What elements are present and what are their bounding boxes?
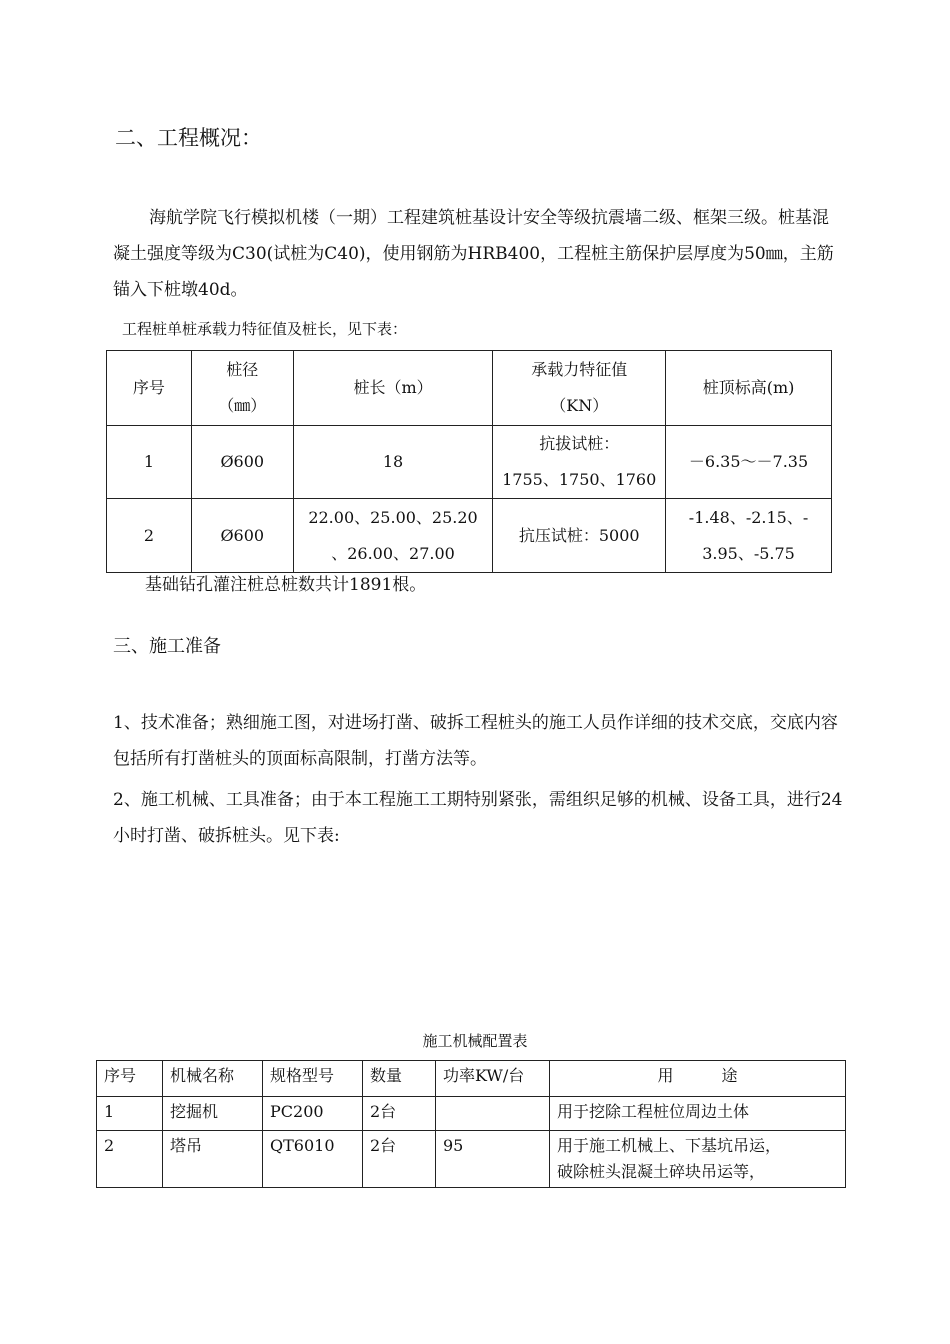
header-cell: 机械名称 [163,1061,263,1097]
header-cell: 用 途 [550,1061,846,1097]
table-cell: 1 [97,1097,163,1131]
header-cell: 序号 [107,351,192,426]
header-cell: 规格型号 [263,1061,363,1097]
pile-table [106,350,832,573]
table-cell: 1 [107,426,192,499]
header-cell: 桩径 （㎜） [191,351,293,426]
header-cell: 数量 [363,1061,436,1097]
header-cell: 序号 [97,1061,163,1097]
table-cell: 抗压试桩：5000 [493,499,666,573]
table-cell: 18 [293,426,493,499]
section-heading: 三、施工准备 [113,636,221,657]
machinery-prep-paragraph: 2、施工机械、工具准备；由于本工程施工工期特别紧张，需组织足够的机械、设备工具，进行24小时打凿、破拆桩头。见下表: [113,790,843,846]
table-cell: －6.35～－7.35 [666,426,832,499]
pile-table-caption: 工程桩单桩承载力特征值及桩长，见下表： [122,320,408,338]
table-cell: QT6010 [263,1131,363,1188]
table-cell: Ø600 [191,426,293,499]
table-cell [436,1097,550,1131]
table-row [97,1131,846,1188]
table-cell: 用于挖除工程桩位周边土体 [550,1097,846,1131]
table-cell: 2台 [363,1131,436,1188]
table-cell: 挖掘机 [163,1097,263,1131]
table-cell: Ø600 [191,499,293,573]
table-row [107,499,832,573]
table-header-row [107,351,832,426]
table-cell: 2 [107,499,192,573]
header-cell: 承载力特征值 （KN） [493,351,666,426]
table-cell: 95 [436,1131,550,1188]
table-header-row [97,1061,846,1097]
technical-prep-paragraph: 1、技术准备；熟细施工图，对进场打凿、破拆工程桩头的施工人员作详细的技术交底，交底内容包括所有打凿桩头的顶面标高限制，打凿方法等。 [113,713,838,769]
project-overview-paragraph [113,200,843,308]
header-cell: 功率KW/台 [436,1061,550,1097]
table-cell: 用于施工机械上、下基坑吊运， 破除桩头混凝土碎块吊运等， [550,1131,846,1188]
table-cell: 2台 [363,1097,436,1131]
table-cell: 抗拔试桩： 1755、1750、1760 [493,426,666,499]
table-cell: 塔吊 [163,1131,263,1188]
machine-table [96,1060,846,1188]
table-cell: 2 [97,1131,163,1188]
machine-table-caption: 施工机械配置表 [422,1032,528,1050]
table-cell: 22.00、25.00、25.20 、26.00、27.00 [293,499,493,573]
header-cell: 桩长（m） [293,351,493,426]
header-cell: 桩顶标高(m) [666,351,832,426]
table-row [107,426,832,499]
section-heading: 二、工程概况： [115,126,262,150]
table-row [97,1097,846,1131]
pile-total-text: 基础钻孔灌注桩总桩数共计1891根。 [145,575,427,595]
table-cell: -1.48、-2.15、- 3.95、-5.75 [666,499,832,573]
overview-text: 海航学院飞行模拟机楼（一期）工程建筑桩基设计安全等级抗震墙二级、框架三级。桩基混凝土强度等级为C30(试桩为C40)，使用钢筋为HRB400，工程桩主筋保护层厚度为50㎜，主筋锚入下桩墩40d。 [113,208,834,300]
table-cell: PC200 [263,1097,363,1131]
